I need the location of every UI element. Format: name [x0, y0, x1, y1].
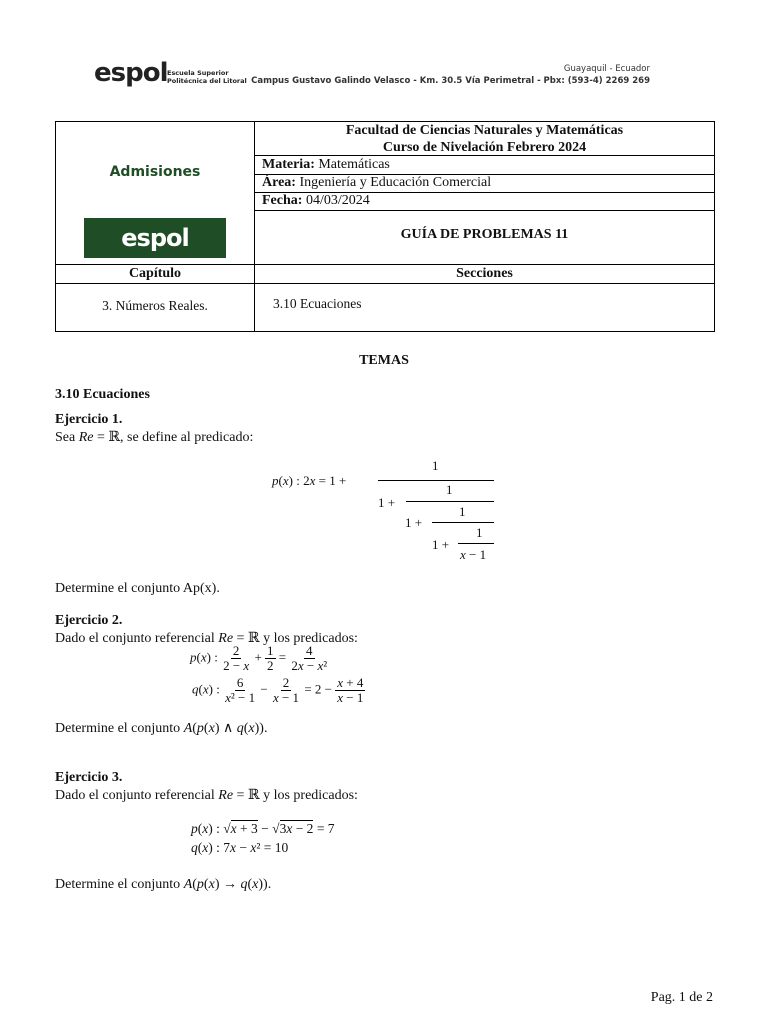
ex1-intro-b: , se define al predicado: [120, 430, 254, 445]
area-value: Ingeniería y Educación Comercial [299, 175, 492, 190]
ex2-q-equation: q(x) : $\frac{6}{\text{x² − 1}}$ − $\frac{2}{x - 1}$ = 2 − $\frac{x + 4}{x - 1}$ [192, 675, 364, 705]
espol-logo-box: espol [84, 218, 226, 258]
exercise-1-title: Ejercicio 1. [55, 412, 123, 427]
header-table [55, 121, 715, 265]
logo-subtitle-line-2: Politécnica del Litoral [167, 77, 247, 85]
exercise-2-title: Ejercicio 2. [55, 613, 123, 628]
logo-subtitle [167, 69, 247, 85]
fecha-label: Fecha: [262, 193, 303, 208]
fecha-row [262, 192, 370, 209]
ex3-q-equation: q(x) : 7x − x² = 10 [191, 840, 289, 855]
course-name: Curso de Nivelación Febrero 2024 [382, 140, 587, 155]
faculty-block [255, 122, 714, 156]
ex2-intro-a: Dado el conjunto referencial [55, 631, 215, 646]
exercise-2-ask: Determine el conjunto A(p(x) ∧ q(x)). [55, 721, 268, 736]
section-heading: 3.10 Ecuaciones [55, 387, 150, 402]
guide-title: GUÍA DE PROBLEMAS 11 [400, 227, 569, 242]
header-city: Guayaquil - Ecuador [563, 64, 650, 74]
exercise-1-ask: Determine el conjunto Ap(x). [55, 581, 220, 596]
area-row [262, 174, 491, 191]
fecha-value: 04/03/2024 [305, 193, 370, 208]
temas-heading: TEMAS [359, 353, 409, 368]
faculty-name: Facultad de Ciencias Naturales y Matemáticas [345, 123, 624, 138]
ex2-ask-text: Determine el conjunto [55, 721, 181, 736]
logo-subtitle-line-1: Escuela Superior [167, 69, 229, 77]
section-value: 3.10 Ecuaciones [273, 296, 362, 311]
exercise-3-intro: Dado el conjunto referencial Re = ℝ y los predicados: [55, 788, 358, 803]
ex3-p-equation: p(x) : √x + 3 − √3x − 2 = 7 [191, 821, 335, 836]
exercise-1-intro: Sea Re = ℝ, se define al predicado: [55, 430, 254, 445]
admisiones-label: Admisiones [109, 164, 201, 180]
chapter-table [55, 264, 715, 332]
chapter-value: 3. Números Reales. [102, 298, 208, 313]
area-label: Área: [262, 175, 296, 190]
ex3-intro-b: y los predicados: [263, 788, 358, 803]
header-address [251, 63, 650, 87]
materia-row [262, 156, 390, 173]
ex1-intro-a: Sea [55, 430, 76, 445]
exercise-3-ask: Determine el conjunto A(p(x) → q(x)). [55, 877, 272, 892]
exercise-2-intro: Dado el conjunto referencial Re = ℝ y los predicados: [55, 631, 358, 646]
math-re: Re [78, 430, 94, 445]
ex3-intro-a: Dado el conjunto referencial [55, 788, 215, 803]
materia-value: Matemáticas [318, 157, 390, 172]
chapter-header: Capítulo [128, 266, 182, 281]
ex2-intro-b: y los predicados: [263, 631, 358, 646]
ex3-ask-text: Determine el conjunto [55, 877, 181, 892]
header-campus: Campus Gustavo Galindo Velasco - Km. 30.5 Vía Perimetral - Pbx: (593-4) 2269 269 [251, 76, 650, 86]
continued-fraction: p(x) : 2x = 1 + 1 1 + 1 1 + 1 1 + 1 x − 1 [260, 455, 520, 567]
page-number: Pag. 1 de 2 [650, 990, 713, 1005]
materia-label: Materia: [262, 157, 315, 172]
sections-header: Secciones [456, 266, 513, 281]
ex2-p-equation: p(x) : $\frac{2}{2 - x}$ + $\frac{1}{2}$ = $\frac{4}{\text{2x − x²}}$ [190, 643, 328, 673]
exercise-3-title: Ejercicio 3. [55, 770, 123, 785]
espol-logo: espol [94, 58, 168, 88]
